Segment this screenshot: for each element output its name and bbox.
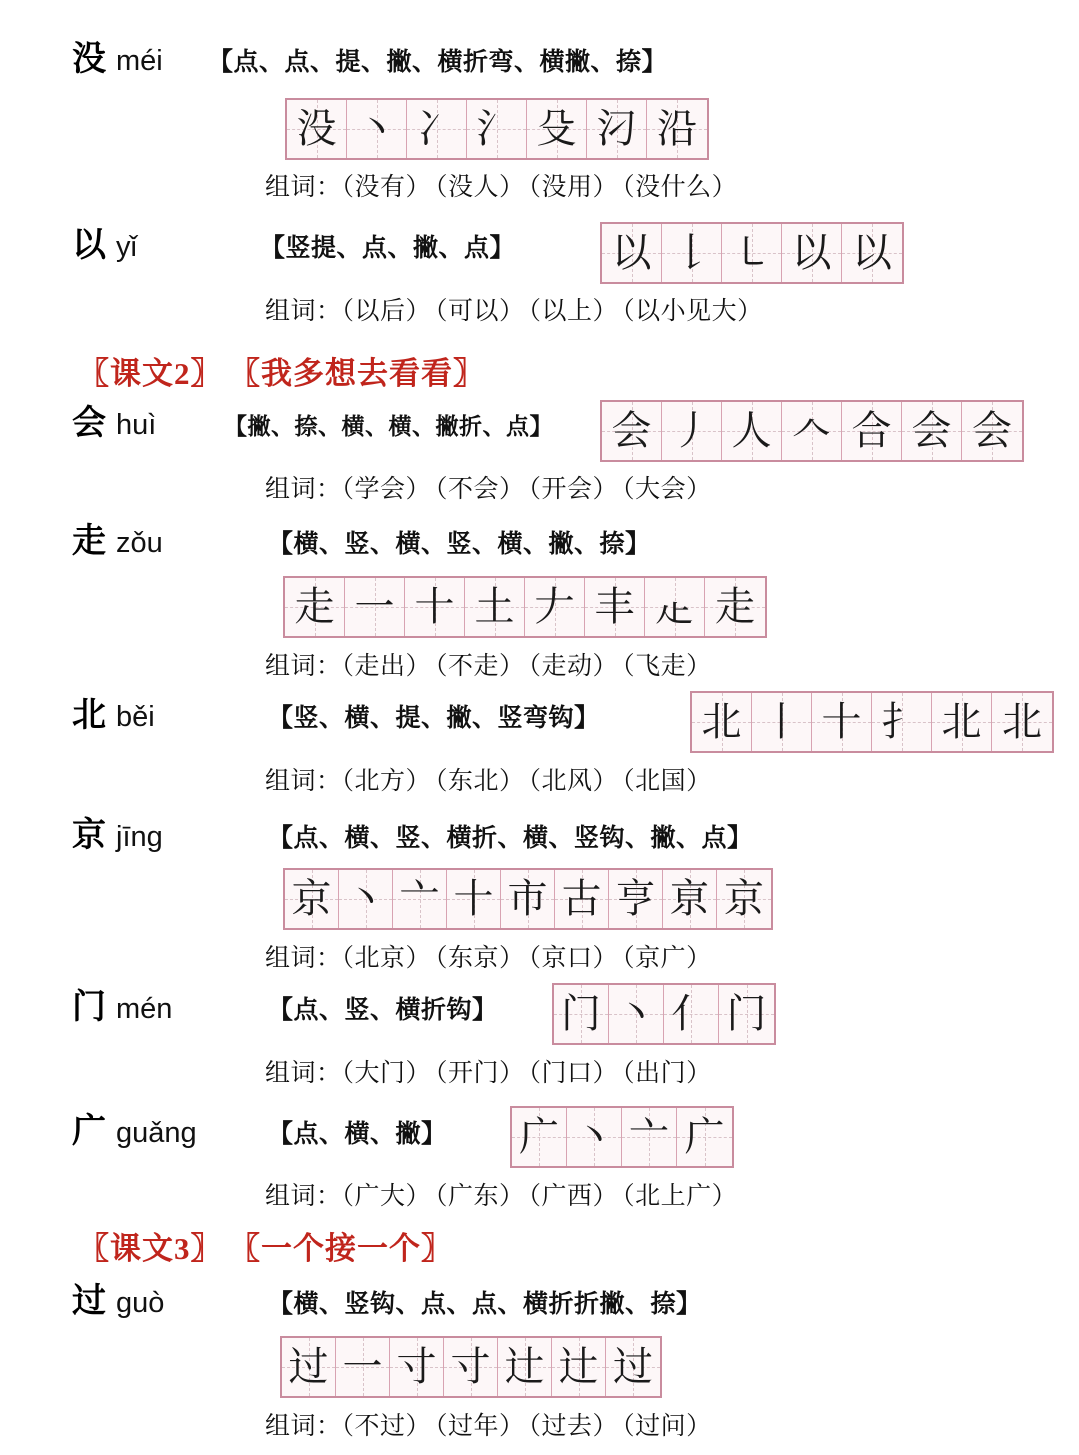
- grid-cell-glyph: 沿: [657, 106, 697, 151]
- entry-jing-char-label: [0, 819, 200, 853]
- grid-cell-glyph: 汈: [596, 106, 637, 151]
- entry-zou-pinyin: zǒu: [116, 527, 163, 559]
- grid-cell: [782, 224, 842, 282]
- entry-hui-strokes: 【撇、捺、横、横、撇折、点】: [224, 413, 553, 439]
- grid-cell-glyph: 走: [715, 584, 755, 629]
- word-item: （没什么）: [622, 174, 738, 201]
- word-item: （大会）: [622, 476, 712, 503]
- entry-bei-grid: [690, 691, 1054, 753]
- entry-hui-grid: [600, 400, 1024, 462]
- entry-mei-char-label: [0, 43, 200, 77]
- word-item: （过年）: [435, 1413, 525, 1440]
- grid-cell: [992, 693, 1052, 751]
- grid-cell-glyph: 合: [851, 408, 892, 453]
- word-item: （不会）: [435, 476, 525, 503]
- word-item: （京广）: [622, 945, 712, 972]
- entry-yi: [0, 227, 1079, 325]
- grid-cell: [447, 870, 501, 928]
- entry-mei-hanzi: 没: [72, 41, 106, 78]
- entry-guo-pinyin: guò: [116, 1287, 165, 1319]
- grid-cell-glyph: 一: [342, 1344, 383, 1389]
- section-heading-lesson3-lesson: 〖课文3〗: [78, 1231, 223, 1266]
- words-prefix: 组词：: [265, 653, 342, 680]
- grid-cell-glyph: 会: [611, 408, 652, 453]
- grid-cell-glyph: 寸: [396, 1344, 437, 1389]
- word-item: （东北）: [435, 768, 525, 795]
- grid-cell-glyph: 以: [611, 230, 652, 275]
- grid-cell: [717, 870, 771, 928]
- grid-cell-glyph: 辻: [504, 1344, 545, 1389]
- section-heading-lesson2-title: 〖我多想去看看〗: [244, 356, 485, 391]
- entry-guang-strokes: 【点、横、撇】: [268, 1121, 447, 1148]
- entry-men-strokes: 【点、竖、横折钩】: [268, 997, 498, 1024]
- entry-jing-hanzi: 京: [72, 817, 106, 854]
- grid-cell-glyph: 广: [519, 1114, 559, 1159]
- entry-men-grid-wrap: [552, 983, 776, 1048]
- grid-cell: [842, 224, 902, 282]
- grid-cell-glyph: 京: [291, 876, 332, 921]
- entry-zou-strokes: 【横、竖、横、竖、横、撇、捺】: [268, 531, 651, 558]
- word-item: （北国）: [622, 768, 712, 795]
- entry-bei-hanzi: 北: [72, 697, 106, 734]
- grid-cell: [622, 1108, 677, 1166]
- word-item: （广东）: [435, 1183, 525, 1210]
- entry-bei-char-label: [0, 699, 200, 733]
- grid-cell: [752, 693, 812, 751]
- grid-cell-glyph: 北: [701, 699, 742, 744]
- entry-mei-grid: [285, 98, 709, 160]
- grid-cell: [647, 100, 707, 158]
- grid-cell-glyph: 辻: [558, 1344, 599, 1389]
- entry-hui-hanzi: 会: [72, 405, 106, 442]
- entry-zou: [0, 523, 1079, 680]
- grid-cell-glyph: 𠂇: [534, 584, 575, 629]
- entry-guo: [0, 1283, 1079, 1440]
- grid-cell-glyph: 丰: [594, 584, 635, 629]
- entry-hui-words: [265, 469, 716, 505]
- grid-cell-glyph: 龰: [654, 584, 695, 629]
- grid-cell: [498, 1338, 552, 1396]
- grid-cell: [285, 870, 339, 928]
- grid-cell-glyph: 十: [453, 876, 494, 921]
- grid-cell: [512, 1108, 567, 1166]
- words-prefix: 组词：: [265, 945, 342, 972]
- entry-bei-strokes: 【竖、横、提、撇、竖弯钩】: [268, 705, 600, 732]
- grid-cell-glyph: 殳: [536, 106, 577, 151]
- grid-cell-glyph: 寸: [450, 1344, 491, 1389]
- entry-bei-words: [265, 761, 716, 797]
- grid-cell-glyph: 土: [474, 584, 515, 629]
- grid-cell-glyph: 市: [507, 876, 548, 921]
- grid-cell: [345, 578, 405, 636]
- entry-mei-words: [265, 167, 741, 203]
- entry-guang-words: [265, 1176, 741, 1212]
- grid-cell: [554, 985, 609, 1043]
- word-item: （门口）: [528, 1060, 619, 1087]
- entry-guang-grid-wrap: [510, 1106, 734, 1171]
- grid-cell-glyph: 过: [288, 1344, 329, 1389]
- grid-cell: [567, 1108, 622, 1166]
- entry-guo-char-label: [0, 1285, 200, 1319]
- grid-cell: [339, 870, 393, 928]
- grid-cell-glyph: 氵: [476, 106, 517, 151]
- word-item: （京口）: [528, 945, 619, 972]
- grid-cell-glyph: 亨: [615, 876, 656, 921]
- section-heading-lesson2-lesson: 〖课文2〗: [78, 356, 223, 391]
- grid-cell: [705, 578, 765, 636]
- word-item: （广大）: [341, 1183, 432, 1210]
- words-prefix: 组词：: [265, 298, 342, 325]
- entry-zou-char-label: [0, 525, 200, 559]
- grid-cell-glyph: 门: [726, 991, 767, 1036]
- grid-cell-glyph: 丿: [671, 408, 712, 453]
- grid-cell: [587, 100, 647, 158]
- entry-guang-hanzi: 广: [72, 1113, 106, 1150]
- grid-cell-glyph: ㇄: [731, 230, 772, 275]
- entry-zou-grid-wrap: [283, 576, 767, 641]
- grid-cell: [722, 402, 782, 460]
- entry-jing: [0, 817, 1079, 972]
- grid-cell: [336, 1338, 390, 1396]
- entry-guo-hanzi: 过: [72, 1283, 106, 1320]
- grid-cell: [902, 402, 962, 460]
- grid-cell: [555, 870, 609, 928]
- grid-cell-glyph: 会: [972, 408, 1012, 453]
- grid-cell: [782, 402, 842, 460]
- entry-men-char-label: [0, 991, 200, 1025]
- word-item: （走出）: [341, 653, 432, 680]
- grid-cell: [609, 870, 663, 928]
- grid-cell: [932, 693, 992, 751]
- word-item: （北京）: [341, 945, 432, 972]
- words-prefix: 组词：: [265, 1060, 342, 1087]
- entry-yi-hanzi: 以: [72, 227, 106, 264]
- grid-cell-glyph: 丶: [574, 1114, 614, 1159]
- entry-guo-main-row: [0, 1284, 1079, 1320]
- word-item: （广西）: [528, 1183, 619, 1210]
- grid-cell: [692, 693, 752, 751]
- entry-yi-strokes: 【竖提、点、撇、点】: [260, 235, 516, 262]
- grid-cell-glyph: 一: [354, 584, 395, 629]
- grid-cell: [662, 402, 722, 460]
- grid-cell-glyph: 十: [414, 584, 455, 629]
- grid-cell-glyph: 十: [821, 699, 862, 744]
- words-prefix: 组词：: [265, 476, 342, 503]
- grid-cell-glyph: 丨: [761, 699, 802, 744]
- entry-yi-pinyin: yǐ: [116, 231, 137, 263]
- word-item: （过问）: [622, 1413, 712, 1440]
- word-item: （飞走）: [622, 653, 712, 680]
- grid-cell: [527, 100, 587, 158]
- entry-guo-strokes: 【横、竖钩、点、点、横折折撇、捺】: [268, 1291, 702, 1318]
- grid-cell: [525, 578, 585, 636]
- word-item: （东京）: [435, 945, 525, 972]
- grid-cell-glyph: 北: [941, 699, 982, 744]
- section-heading-lesson3: [78, 1223, 453, 1268]
- word-item: （北上广）: [622, 1183, 738, 1210]
- entry-guang: [0, 1113, 1079, 1210]
- entry-zou-hanzi: 走: [72, 523, 106, 560]
- entry-yi-grid-wrap: [600, 222, 904, 287]
- grid-cell: [585, 578, 645, 636]
- grid-cell-glyph: 没: [296, 106, 337, 151]
- word-item: （以上）: [528, 298, 619, 325]
- grid-cell-glyph: 𠆢: [791, 408, 832, 453]
- grid-cell: [872, 693, 932, 751]
- grid-cell: [606, 1338, 660, 1396]
- grid-cell: [609, 985, 664, 1043]
- grid-cell-glyph: 古: [561, 876, 602, 921]
- grid-cell: [677, 1108, 732, 1166]
- entry-jing-main-row: [0, 818, 1079, 854]
- grid-cell-glyph: 亠: [399, 876, 440, 921]
- grid-cell: [465, 578, 525, 636]
- grid-cell: [390, 1338, 444, 1396]
- entry-mei-grid-wrap: [285, 98, 709, 163]
- grid-cell: [393, 870, 447, 928]
- grid-cell: [962, 402, 1022, 460]
- grid-cell-glyph: 丶: [356, 106, 397, 151]
- grid-cell-glyph: 京: [724, 876, 764, 921]
- entry-jing-pinyin: jīng: [116, 821, 163, 853]
- entry-guo-grid: [280, 1336, 662, 1398]
- word-item: （出门）: [622, 1060, 712, 1087]
- entry-zou-main-row: [0, 524, 1079, 560]
- entry-jing-words: [265, 938, 716, 974]
- grid-cell-glyph: 北: [1002, 699, 1042, 744]
- grid-cell: [664, 985, 719, 1043]
- word-item: （开会）: [528, 476, 619, 503]
- grid-cell-glyph: 亰: [669, 876, 710, 921]
- grid-cell: [282, 1338, 336, 1396]
- grid-cell: [501, 870, 555, 928]
- entry-yi-grid: [600, 222, 904, 284]
- grid-cell: [842, 402, 902, 460]
- entry-men-words: [265, 1053, 716, 1089]
- entry-mei-strokes: 【点、点、提、撇、横折弯、横撇、捺】: [208, 49, 668, 76]
- grid-cell: [719, 985, 774, 1043]
- entry-hui-pinyin: huì: [116, 409, 157, 441]
- grid-cell: [602, 224, 662, 282]
- entry-zou-grid: [283, 576, 767, 638]
- entry-guang-grid: [510, 1106, 734, 1168]
- entry-men-pinyin: mén: [116, 993, 173, 1025]
- grid-cell-glyph: 门: [561, 991, 601, 1036]
- entry-guang-pinyin: guǎng: [116, 1117, 197, 1149]
- grid-cell-glyph: 亻: [671, 991, 711, 1036]
- grid-cell: [645, 578, 705, 636]
- grid-cell: [663, 870, 717, 928]
- words-prefix: 组词：: [265, 1183, 342, 1210]
- entry-yi-words: [265, 291, 767, 327]
- entry-hui-grid-wrap: [600, 400, 1024, 465]
- grid-cell-glyph: 走: [294, 584, 335, 629]
- word-item: （不走）: [435, 653, 525, 680]
- entry-zou-words: [265, 646, 716, 682]
- word-item: （过去）: [528, 1413, 619, 1440]
- grid-cell-glyph: 广: [684, 1114, 725, 1159]
- grid-cell-glyph: 丶: [616, 991, 656, 1036]
- section-heading-lesson3-title: 〖一个接一个〗: [244, 1231, 453, 1266]
- entry-jing-strokes: 【点、横、竖、横折、横、竖钩、撇、点】: [268, 825, 753, 852]
- word-item: （没用）: [528, 174, 619, 201]
- grid-cell: [287, 100, 347, 158]
- grid-cell-glyph: 过: [613, 1344, 653, 1389]
- word-item: （以后）: [341, 298, 432, 325]
- grid-cell-glyph: 以: [791, 230, 832, 275]
- entry-mei: [0, 41, 1079, 201]
- entry-men-main-row: [0, 990, 1079, 1026]
- words-prefix: 组词：: [265, 768, 342, 795]
- grid-cell: [407, 100, 467, 158]
- grid-cell: [285, 578, 345, 636]
- grid-cell: [347, 100, 407, 158]
- grid-cell: [662, 224, 722, 282]
- grid-cell-glyph: 𠄌: [671, 230, 712, 275]
- entry-guang-char-label: [0, 1115, 200, 1149]
- grid-cell-glyph: 以: [852, 230, 892, 275]
- entry-mei-main-row: [0, 42, 1079, 78]
- entry-bei-grid-wrap: [690, 691, 1054, 756]
- grid-cell-glyph: 会: [911, 408, 952, 453]
- grid-cell: [722, 224, 782, 282]
- grid-cell-glyph: 丶: [345, 876, 386, 921]
- grid-cell: [812, 693, 872, 751]
- grid-cell-glyph: 冫: [416, 106, 457, 151]
- entry-bei: [0, 697, 1079, 795]
- word-item: （开门）: [435, 1060, 525, 1087]
- entry-guo-words: [265, 1406, 716, 1442]
- word-item: （大门）: [341, 1060, 432, 1087]
- grid-cell: [552, 1338, 606, 1396]
- words-prefix: 组词：: [265, 174, 342, 201]
- section-heading-lesson2: [78, 348, 485, 393]
- word-item: （不过）: [341, 1413, 432, 1440]
- grid-cell-glyph: 扌: [881, 699, 922, 744]
- entry-bei-pinyin: běi: [116, 701, 155, 733]
- grid-cell: [602, 402, 662, 460]
- entry-hui-char-label: [0, 405, 157, 442]
- grid-cell: [444, 1338, 498, 1396]
- entry-men-grid: [552, 983, 776, 1045]
- words-prefix: 组词：: [265, 1413, 342, 1440]
- word-item: （学会）: [341, 476, 432, 503]
- word-item: （走动）: [528, 653, 619, 680]
- entry-yi-char-label: [0, 229, 200, 263]
- entry-guo-grid-wrap: [280, 1336, 662, 1401]
- grid-cell-glyph: 人: [731, 408, 772, 453]
- entry-jing-grid: [283, 868, 773, 930]
- entry-mei-pinyin: méi: [116, 45, 163, 77]
- entry-yi-main-row: [0, 228, 1079, 264]
- grid-cell: [405, 578, 465, 636]
- entry-men-hanzi: 门: [72, 989, 106, 1026]
- grid-cell-glyph: 亠: [629, 1114, 669, 1159]
- word-item: （以小见大）: [622, 298, 763, 325]
- word-item: （没人）: [435, 174, 525, 201]
- word-item: （北方）: [341, 768, 432, 795]
- entry-jing-grid-wrap: [283, 868, 773, 933]
- word-item: （可以）: [435, 298, 525, 325]
- word-item: （北风）: [528, 768, 619, 795]
- word-item: （没有）: [341, 174, 432, 201]
- grid-cell: [467, 100, 527, 158]
- entry-men: [0, 989, 1079, 1087]
- entry-hui: [0, 405, 1079, 503]
